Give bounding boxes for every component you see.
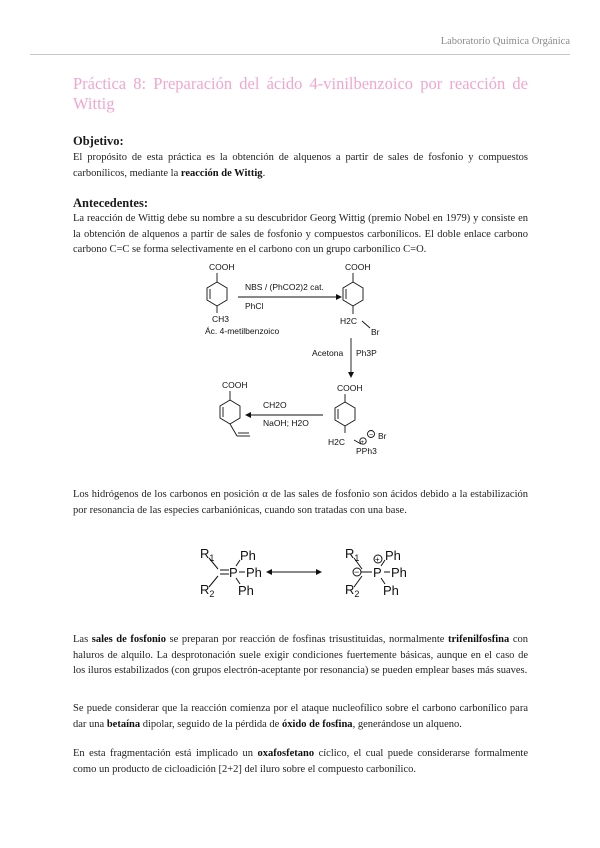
paragraph-betaina — [73, 701, 528, 732]
para5-text-1: En esta fragmentación está implicado un — [73, 748, 258, 759]
plus-sign-1: + — [360, 440, 365, 446]
paragraph-hydrogens: Los hidrógenos de los carbonos en posición α de las sales de fosfonio son ácidos debido a la estabilización por resonancia de las especies carbaniónicas, cuando son tratadas con una base. — [73, 489, 528, 516]
reagent-acetona: Acetona — [312, 348, 344, 358]
para4-text-3: , generándose un alqueno. — [352, 718, 462, 730]
reagent-ch2o: CH2O — [263, 400, 287, 410]
term-oxafosfetano: oxafosfetano — [257, 748, 315, 759]
reagent-naoh: NaOH; H2O — [263, 418, 309, 428]
header-divider — [30, 54, 570, 55]
ph-label-1b: Ph — [246, 565, 262, 580]
objetivo-text: El propósito de esta práctica es la obtención de alquenos a partir de sales de fosfonio y compuestos carbonílicos, mediante la — [73, 152, 528, 179]
running-header: Laboratorio Química Orgánica — [440, 36, 570, 47]
cooh-label-2: COOH — [345, 262, 371, 272]
ch2-label: H2C — [340, 316, 358, 326]
ph-label-2a: Ph — [385, 548, 401, 563]
objetivo-text-end: . — [262, 167, 266, 179]
pph3-label: PPh3 — [356, 446, 377, 456]
objetivo-paragraph — [73, 150, 528, 181]
para4-text-1: Se puede considerar que la reacción comienza por el ataque nucleofílico sobre el carbono carbonílico para dar una — [73, 703, 528, 730]
cooh-label-3: COOH — [337, 383, 363, 393]
ph-label-2c: Ph — [383, 583, 399, 598]
para3-text-1: Las — [73, 634, 92, 645]
solvent-phcl: PhCl — [245, 301, 264, 311]
paragraph-oxafosfetano — [73, 746, 528, 777]
ph-label-2b: Ph — [391, 565, 407, 580]
minus-sign-2: − — [354, 567, 360, 577]
antecedentes-paragraph: La reacción de Wittig debe su nombre a su descubridor Georg Wittig (premio Nobel en 1979) y consiste en la obtención de alquenos a partir de sales de fosfonio y compuestos carbonílicos. El doble enlace carbono carbono C=C se forma selectivamente en el carbono con un grupo carbonílico C=O. — [73, 213, 528, 255]
antecedentes-heading: Antecedentes: — [73, 196, 148, 210]
r1-label-2: $R_1$ — [345, 546, 360, 563]
r2-label: $R_2$ — [200, 582, 215, 599]
reagent-nbs: NBS / (PhCO2)2 cat. — [245, 282, 324, 292]
r2-label-2: $R_2$ — [345, 582, 360, 599]
para3-text-2: se preparan por reacción de fosfinas trisustituidas, normalmente — [165, 634, 448, 645]
reaction-scheme-1 — [190, 258, 420, 458]
minus-sign-1: − — [369, 432, 374, 439]
title-line-2: Wittig — [73, 94, 115, 113]
ylide-resonance-scheme — [190, 542, 430, 604]
para3-text-3: con haluros de alquilo. La desprotonación suele exigir condiciones fuertemente básicas, aunque en el caso de los iluros estabilizados (con grupos electrón-aceptante por resonancia) se pueden emplear bases más suaves. — [73, 634, 528, 676]
p-atom-2: P — [373, 565, 382, 580]
objetivo-heading: Objetivo: — [73, 134, 124, 148]
para5-text-2: cíclico, el cual puede considerarse formalmente como un producto de cicloadición [2+2] del iluro sobre el compuesto carbonílico. — [73, 748, 528, 775]
term-trifenilfosfina: trifenilfosfina — [448, 634, 510, 645]
para4-text-2: dipolar, seguido de la pérdida de — [140, 718, 282, 730]
p-atom-1: P — [229, 565, 238, 580]
br-label-1: Br — [371, 327, 380, 337]
cooh-label-4: COOH — [222, 380, 248, 390]
term-oxido-fosfina: óxido de fosfina — [281, 718, 353, 730]
term-sales-fosfonio: sales de fosfonio — [91, 634, 166, 645]
objetivo-bold-term: reacción de Wittig — [180, 167, 263, 179]
page-title — [73, 74, 528, 114]
term-betaina: betaína — [106, 718, 141, 730]
ph-label-1a: Ph — [240, 548, 256, 563]
title-line-1: Práctica 8: Preparación del ácido 4-vinilbenzoico por reacción de — [73, 74, 528, 93]
paragraph-fosfonio — [73, 632, 528, 679]
reagent-ph3p: Ph3P — [356, 348, 377, 358]
h2c-ylide-label: H2C — [328, 437, 346, 447]
ch3-label: CH3 — [212, 314, 230, 324]
br-label-2: Br — [378, 431, 387, 441]
plus-sign-2: + — [375, 555, 380, 564]
start-material-label: Ác. 4-metilbenzoico — [205, 326, 280, 336]
r1-label: $R_1$ — [200, 546, 215, 563]
ph-label-1c: Ph — [238, 583, 254, 598]
cooh-label-1: COOH — [209, 262, 235, 272]
